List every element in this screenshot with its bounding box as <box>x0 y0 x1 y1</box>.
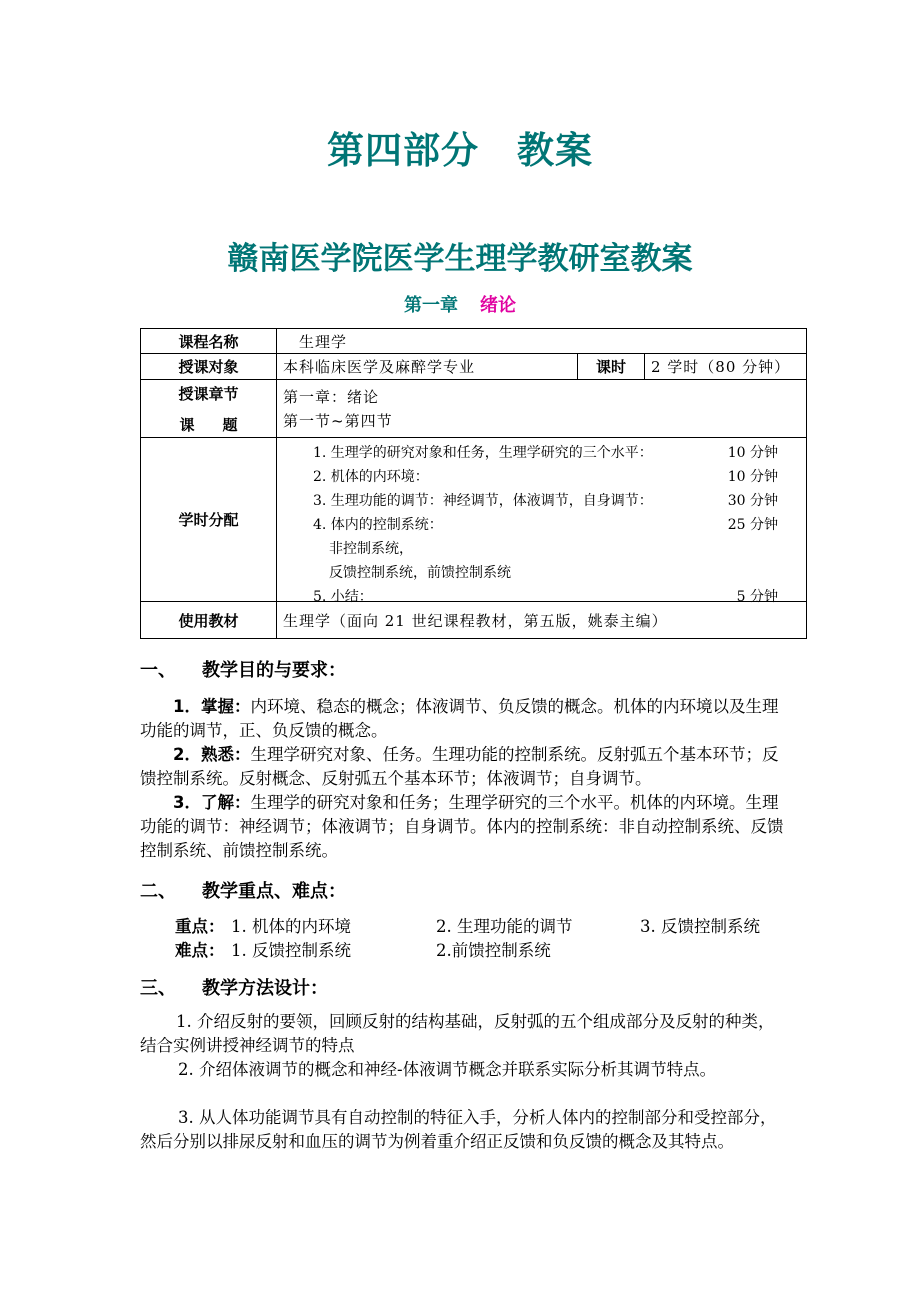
chapter-heading <box>0 291 920 317</box>
method-item-2: 2. 介绍体液调节的概念和神经-体液调节概念并联系实际分析其调节特点。 <box>178 1060 717 1079</box>
objective-master <box>140 695 785 743</box>
objective-understand-label: 3．了解： <box>173 793 251 812</box>
allocation-item <box>329 538 806 558</box>
part-name: 教案 <box>517 129 593 172</box>
objective-master-text: 内环境、稳态的概念；体液调节、负反馈的概念。机体的内环境以及生理功能的调节，正、负反馈的概念。 <box>140 697 779 740</box>
course-row <box>141 329 807 354</box>
audience-row <box>141 354 807 380</box>
section2-heading <box>140 877 346 903</box>
key-point-2: 2. 生理功能的调节 <box>436 917 573 936</box>
difficult-points-label: 难点： <box>175 941 225 960</box>
allocation-item-text: 5. 小结： <box>313 589 373 605</box>
section2-number: 二、 <box>140 881 176 902</box>
section1-number: 一、 <box>140 660 176 681</box>
allocation-item-text: 4. 体内的控制系统： <box>313 517 443 533</box>
key-point-1: 1. 机体的内环境 <box>231 917 351 936</box>
course-label: 课程名称 <box>141 329 277 354</box>
section-value-1: 第一章：绪论 <box>283 388 380 406</box>
allocation-item-text: 2. 机体的内环境： <box>313 469 429 485</box>
allocation-item <box>313 490 806 510</box>
difficult-point-2: 2.前馈控制系统 <box>436 941 551 960</box>
textbook-label: 使用教材 <box>141 602 277 639</box>
allocation-item-minutes: 10 分钟 <box>727 469 778 485</box>
allocation-list <box>277 438 806 605</box>
section-label-1: 授课章节 <box>178 384 239 403</box>
section-label <box>141 380 277 438</box>
allocation-item-text: 非控制系统， <box>329 541 413 557</box>
section3-number: 三、 <box>140 978 176 999</box>
section2-title: 教学重点、难点： <box>202 881 346 902</box>
allocation-cell <box>277 438 807 605</box>
allocation-row <box>141 438 807 602</box>
chapter-name: 绪论 <box>480 295 516 316</box>
objective-understand <box>140 791 785 863</box>
objective-familiar-text: 生理学研究对象、任务。生理功能的控制系统。反射弧五个基本环节；反馈控制系统。反射概念、反射弧五个基本环节；体液调节；自身调节。 <box>140 745 779 788</box>
difficult-points-line <box>175 937 795 959</box>
allocation-item <box>313 586 806 606</box>
method-item-3: 3. 从人体功能调节具有自动控制的特征入手，分析人体内的控制部分和受控部分，然后分别以排尿反射和血压的调节为例着重介绍正反馈和负反馈的概念及其特点。 <box>140 1108 777 1151</box>
objective-master-label: 1．掌握： <box>173 697 251 716</box>
section1-heading <box>140 656 346 682</box>
section1-title: 教学目的与要求： <box>202 660 346 681</box>
chapter-number: 第一章 <box>404 295 458 316</box>
allocation-label: 学时分配 <box>141 438 277 602</box>
hours-label: 课时 <box>578 354 645 380</box>
key-points-label: 重点： <box>175 917 225 936</box>
allocation-item-minutes: 30 分钟 <box>727 493 778 509</box>
audience-value: 本科临床医学及麻醉学专业 <box>277 354 578 380</box>
part-number: 第四部分 <box>327 129 479 172</box>
allocation-item <box>329 562 806 582</box>
objective-familiar <box>140 743 785 791</box>
key-point-3: 3. 反馈控制系统 <box>640 917 760 936</box>
objective-understand-text: 生理学的研究对象和任务；生理学研究的三个水平。机体的内环境。生理功能的调节：神经调节；体液调节；自身调节。体内的控制系统：非自动控制系统、反馈控制系统、前馈控制系统。 <box>140 793 784 860</box>
key-points-line <box>175 913 795 935</box>
difficult-point-1: 1. 反馈控制系统 <box>231 941 351 960</box>
section-label-2: 课题 <box>179 415 266 434</box>
hours-value: 2 学时（80 分钟） <box>645 354 807 380</box>
department-title: 赣南医学院医学生理学教研室教案 <box>227 241 693 277</box>
allocation-item-minutes: 5 分钟 <box>736 589 778 605</box>
allocation-item <box>313 442 806 462</box>
audience-label: 授课对象 <box>141 354 277 380</box>
method-item-1: 1. 介绍反射的要领，回顾反射的结构基础，反射弧的五个组成部分及反射的种类，结合实例讲授神经调节的特点 <box>140 1012 775 1055</box>
allocation-item-minutes: 25 分钟 <box>727 517 778 533</box>
part-title <box>0 120 920 174</box>
textbook-row <box>141 602 807 639</box>
course-info-table <box>140 328 807 639</box>
allocation-item-minutes: 10 分钟 <box>727 445 778 461</box>
section-row <box>141 380 807 438</box>
allocation-item-text: 3. 生理功能的调节：神经调节，体液调节，自身调节： <box>313 493 653 509</box>
allocation-item-text: 反馈控制系统，前馈控制系统 <box>329 565 511 581</box>
section3-heading <box>140 974 328 1000</box>
objective-familiar-label: 2．熟悉： <box>173 745 251 764</box>
section-value <box>277 380 807 438</box>
course-value: 生理学 <box>277 329 807 354</box>
allocation-item-text: 1. 生理学的研究对象和任务，生理学研究的三个水平： <box>313 445 653 461</box>
section-value-2: 第一节~第四节 <box>283 412 393 430</box>
section3-title: 教学方法设计： <box>202 978 328 999</box>
allocation-item <box>313 514 806 534</box>
textbook-value: 生理学（面向 21 世纪课程教材，第五版，姚泰主编） <box>277 602 807 639</box>
allocation-item <box>313 466 806 486</box>
